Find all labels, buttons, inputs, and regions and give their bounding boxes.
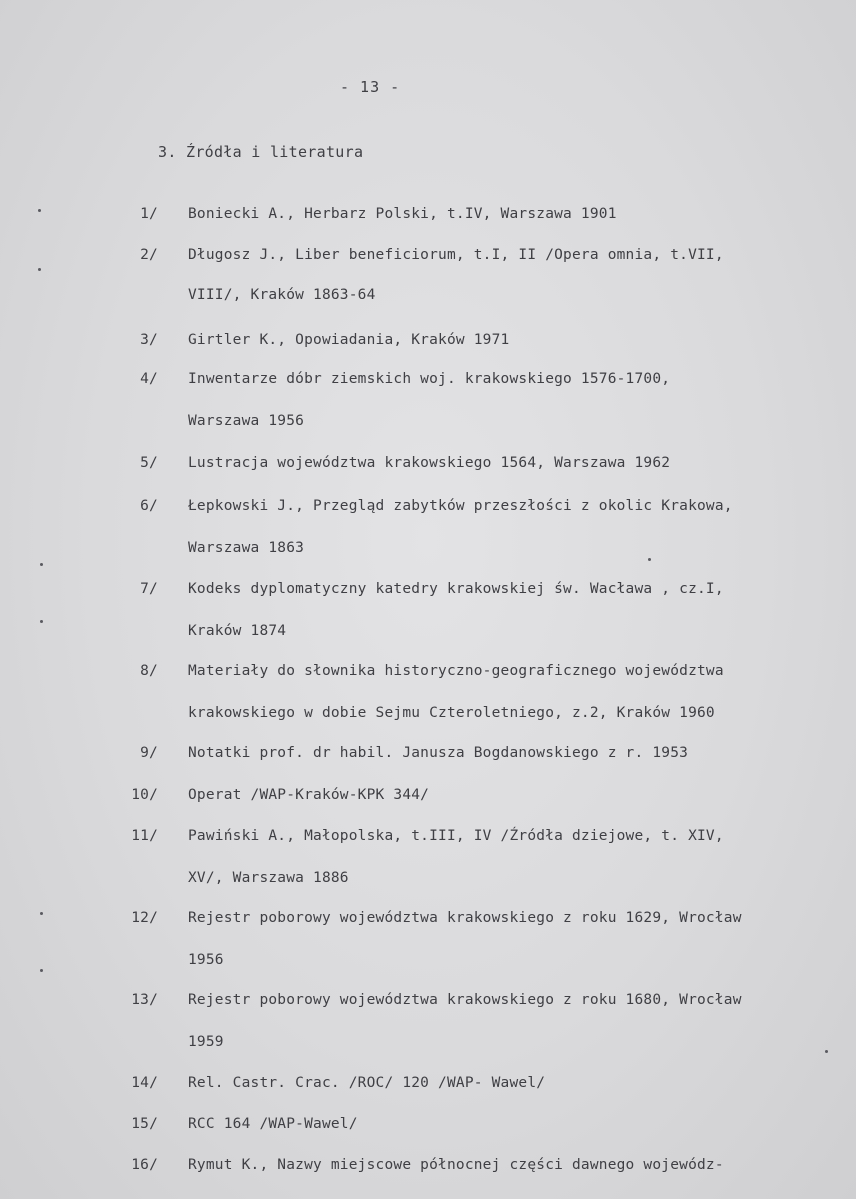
scan-speck [38,268,41,271]
section-heading: 3. Źródła i literatura [158,143,364,161]
entry-number: 7/ [140,581,158,597]
entry-number: 5/ [140,455,158,471]
entry-line: Rymut K., Nazwy miejscowe północnej części dawnego wojewódz- [188,1157,724,1173]
entry-number: 13/ [131,992,158,1008]
entry-line: XV/, Warszawa 1886 [188,870,349,886]
entry-number: 9/ [140,745,158,761]
entry-line: Rejestr poborowy województwa krakowskiego z roku 1629, Wrocław [188,910,742,926]
entry-line: Inwentarze dóbr ziemskich woj. krakowskiego 1576-1700, [188,371,671,387]
entry-number: 2/ [140,247,158,263]
entry-line: Notatki prof. dr habil. Janusza Bogdanowskiego z r. 1953 [188,745,689,761]
scan-speck [825,1050,828,1053]
entry-number: 14/ [131,1075,158,1091]
entry-line: Materiały do słownika historyczno-geograficznego województwa [188,663,724,679]
entry-line: RCC 164 /WAP-Wawel/ [188,1116,358,1132]
scan-speck [40,563,43,566]
entry-line: Kraków 1874 [188,623,287,639]
entry-number: 4/ [140,371,158,387]
entry-number: 15/ [131,1116,158,1132]
entry-number: 6/ [140,498,158,514]
entry-number: 3/ [140,332,158,348]
entry-line: Rejestr poborowy województwa krakowskiego z roku 1680, Wrocław [188,992,742,1008]
scan-speck [40,969,43,972]
entry-number: 11/ [131,828,158,844]
entry-line: Warszawa 1863 [188,540,305,556]
entry-line: krakowskiego w dobie Sejmu Czteroletniego, z.2, Kraków 1960 [188,705,715,721]
scan-speck [648,558,651,561]
entry-number: 1/ [140,206,158,222]
entry-line: Pawiński A., Małopolska, t.III, IV /Źródła dziejowe, t. XIV, [188,828,724,844]
entry-line: Boniecki A., Herbarz Polski, t.IV, Warszawa 1901 [188,206,617,222]
entry-number: 10/ [131,787,158,803]
scan-speck [38,209,41,212]
entry-line: Lustracja województwa krakowskiego 1564, Warszawa 1962 [188,455,671,471]
entry-line: Kodeks dyplomatyczny katedry krakowskiej św. Wacława , cz.I, [188,581,724,597]
scan-speck [40,912,43,915]
entry-line: Girtler K., Opowiadania, Kraków 1971 [188,332,510,348]
entry-line: 1959 [188,1034,224,1050]
entry-line: Operat /WAP-Kraków-KPK 344/ [188,787,430,803]
page-number: - 13 - [340,78,401,96]
entry-number: 16/ [131,1157,158,1173]
entry-number: 8/ [140,663,158,679]
entry-line: Długosz J., Liber beneficiorum, t.I, II /Opera omnia, t.VII, [188,247,724,263]
entry-line: Łepkowski J., Przegląd zabytków przeszłości z okolic Krakowa, [188,498,733,514]
entry-number: 12/ [131,910,158,926]
entry-line: Warszawa 1956 [188,413,305,429]
entry-line: VIII/, Kraków 1863-64 [188,287,376,303]
entry-line: Rel. Castr. Crac. /ROC/ 120 /WAP- Wawel/ [188,1075,546,1091]
entry-line: 1956 [188,952,224,968]
scan-speck [40,620,43,623]
